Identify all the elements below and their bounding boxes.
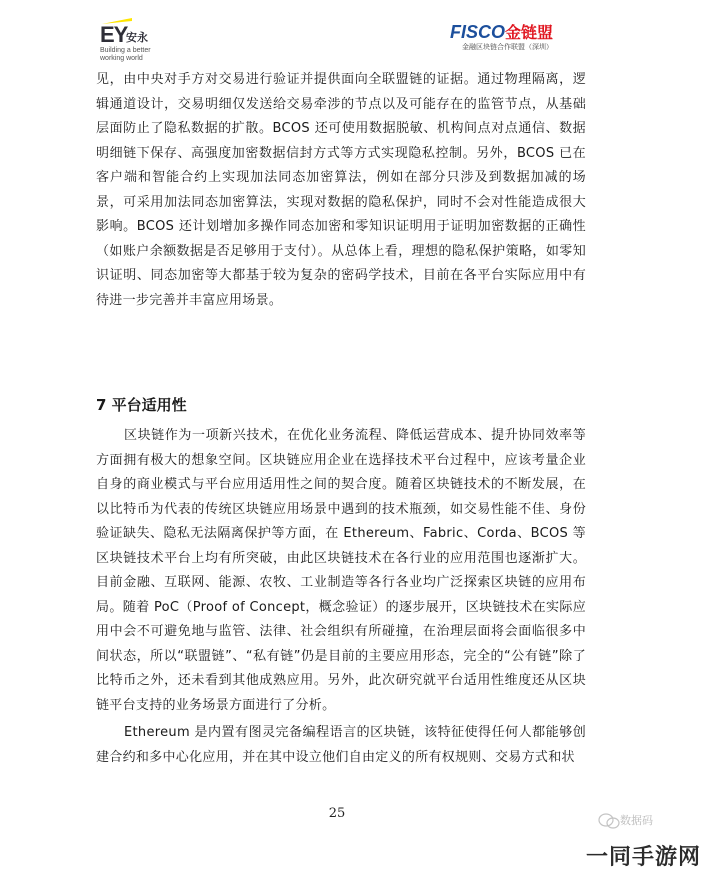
- watermark-faint-text: 数据码: [620, 814, 653, 827]
- fisco-logo-latin: FISCO: [450, 22, 506, 42]
- fisco-logo-main: [450, 20, 553, 43]
- page-number: 25: [328, 806, 346, 821]
- watermark-text: 一同手游网: [586, 845, 701, 870]
- body-top: [96, 68, 586, 313]
- ey-logo: [100, 10, 190, 60]
- fisco-logo: [450, 20, 600, 54]
- fisco-logo-subtitle: 金融区块链合作联盟（深圳）: [462, 43, 553, 51]
- ey-logo-chinese: 安永: [126, 31, 148, 44]
- wechat-icon: [598, 812, 620, 830]
- watermark: [570, 830, 701, 874]
- paragraph-ethereum: Ethereum 是内置有图灵完备编程语言的区块链，该特征使得任何人都能够创建合约和多中心化应用，并在其中设立他们自由定义的所有权规则、交易方式和状: [96, 725, 586, 765]
- ey-logo-mark: EY: [100, 22, 128, 47]
- fisco-logo-chinese: 金链盟: [505, 25, 554, 42]
- ey-logo-tagline: Building a better working world: [100, 47, 151, 62]
- body-section-7: [96, 424, 586, 770]
- paragraph-privacy: 见，由中央对手方对交易进行验证并提供面向全联盟链的证据。通过物理隔离，逻辑通道设计，交易明细仅发送给交易牵涉的节点以及可能存在的监管节点，从基础层面防止了隐私数据的扩散。BCOS 还可使用数据脱敏、机构间点对点通信、数据明细链下保存、高强度加密数据信封方式等方式实现隐私控制。另外，BCOS 已在客户端和智能合约上实现加法同态加密算法，例如在部分只涉及到数据加减的场景，可采用加法同态加密算法，实现对数据的隐私保护，同时不会对性能造成很大影响。BCOS 还计划增加多操作同态加密和零知识证明用于证明加密数据的正确性（如账户余额数据是否足够用于支付）。从总体上看，理想的隐私保护策略，如零知识证明、同态加密等大都基于较为复杂的密码学技术，目前在各平台实际应用中有待进一步完善并丰富应用场景。: [96, 72, 586, 308]
- section-heading: 7 平台适用性: [96, 396, 187, 414]
- paragraph-platform-applicability: 区块链作为一项新兴技术，在优化业务流程、降低运营成本、提升协同效率等方面拥有极大的想象空间。区块链应用企业在选择技术平台过程中，应该考量企业自身的商业模式与平台应用适用性之间的契合度。随着区块链技术的不断发展，在以比特币为代表的传统区块链应用场景中遇到的技术瓶颈，如交易性能不佳、身份验证缺失、隐私无法隔离保护等方面，在 Ethereum、Fabric、Corda、BCOS 等区块链技术平台上均有所突破，由此区块链技术在各行业的应用范围也逐渐扩大。目前金融、互联网、能源、农牧、工业制造等各行各业均广泛探索区块链的应用布局。随着 PoC（Proof of Concept，概念验证）的逐步展开，区块链技术在实际应用中会不可避免地与监管、法律、社会组织有所碰撞，在治理层面将会面临很多中间状态，所以“联盟链”、“私有链”仍是目前的主要应用形态，完全的“公有链”除了比特币之外，还未看到其他成熟应用。另外，此次研究就平台适用性维度还从区块链平台支持的业务场景方面进行了分析。: [96, 428, 586, 713]
